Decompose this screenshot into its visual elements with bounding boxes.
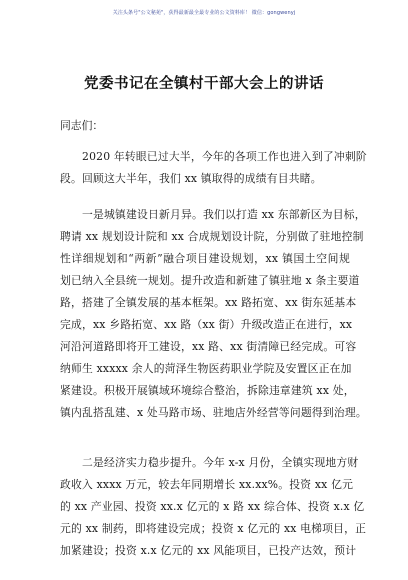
paragraph-line: 2020 年转眼已过大半，今年的各项工作也进入到了冲刺阶 bbox=[82, 150, 367, 163]
paragraph-line: 路，搭建了全镇发展的基本框架。xx 路拓宽、xx 街东延基本 bbox=[60, 296, 357, 309]
paragraph-line: 聘请 xx 规划设计院和 xx 合成规划设计院，分别做了驻地控制 bbox=[60, 230, 364, 243]
paragraph-line: 紧建设。积极开展镇域环境综合整治，拆除违章建筑 xx 处， bbox=[60, 384, 355, 397]
paragraph-line: 二是经济实力稳步提升。今年 x-x 月份，全镇实现地方财 bbox=[82, 456, 359, 469]
paragraph-line: 的 xx 产业园、投资 xx.x 亿元的 x 路 xx 综合体、投资 x.x 亿 bbox=[60, 500, 365, 513]
paragraph-line: 元的 xx 制药，即将建设完成；投资 x 亿元的 xx 电梯项目，正 bbox=[60, 522, 367, 535]
paragraph-line: 河沿河道路即将开工建设，xx 路、xx 街清障已经完成。可容 bbox=[60, 340, 357, 353]
paragraph-line: 政收入 xxxx 万元，较去年同期增长 xx.xx%。投资 xx 亿元 bbox=[60, 478, 354, 491]
paragraph-intro bbox=[60, 146, 367, 190]
paragraph-line: 加紧建设；投资 x.x 亿元的 xx 风能项目，已投产达效，预计 bbox=[60, 544, 357, 557]
document-title: 党委书记在全镇村干部大会上的讲话 bbox=[84, 75, 324, 92]
paragraph-line: 性详细规划和“两新”融合项目建设规划，xx 镇国土空间规 bbox=[60, 252, 350, 265]
header-banner: 关注头条号"公文秘苑"，获得最新最全最专业的公文资料库！ 微信：gongwenyj bbox=[112, 10, 296, 16]
paragraph-line: 划已纳入全县统一规划。提升改造和新建了镇驻地 x 条主要道 bbox=[60, 274, 360, 287]
paragraph-line: 段。回顾这大半年，我们 xx 镇取得的成绩有目共睹。 bbox=[60, 172, 322, 185]
greeting: 同志们： bbox=[60, 119, 104, 132]
paragraph-urban-construction bbox=[60, 204, 367, 424]
paragraph-line: 一是城镇建设日新月异。我们以打造 xx 东部新区为目标， bbox=[82, 208, 366, 221]
paragraph-line: 完成，xx 乡路拓宽、xx 路（xx 街）升级改造正在进行，xx bbox=[60, 318, 353, 331]
paragraph-economy bbox=[60, 452, 367, 562]
paragraph-line: 纳师生 xxxxx 余人的菏泽生物医药职业学院及安置区正在加 bbox=[60, 362, 352, 375]
paragraph-line: 镇内乱搭乱建、x 处马路市场、驻地店外经营等问题得到治理。 bbox=[60, 406, 367, 419]
